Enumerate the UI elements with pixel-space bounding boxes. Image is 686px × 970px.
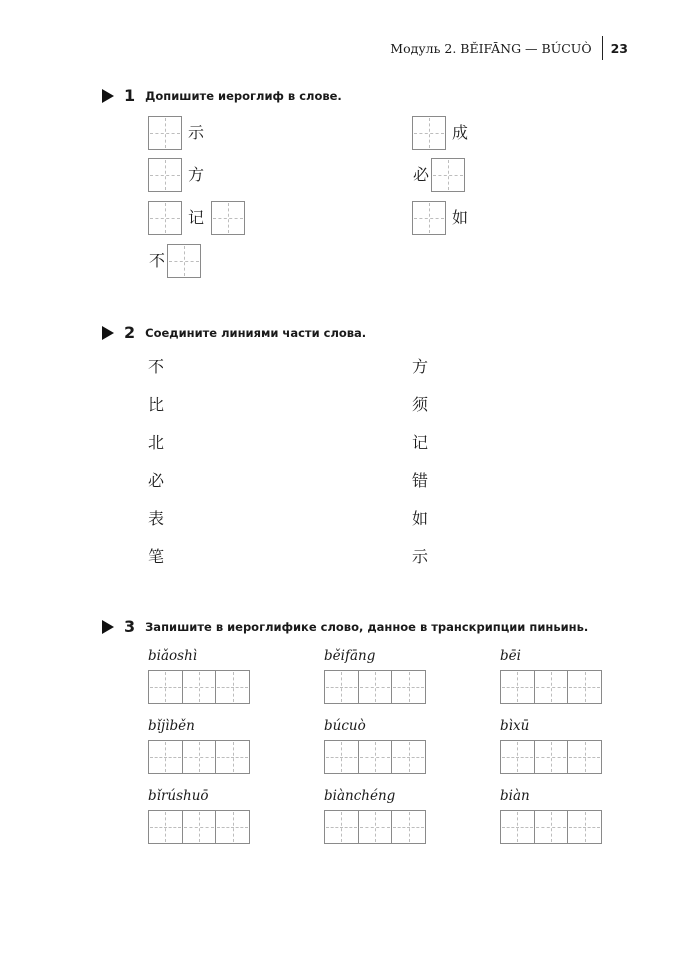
exercise-3-heading: [102, 617, 588, 636]
left-part[interactable]: 比: [148, 395, 165, 414]
exercise-1-heading: [102, 86, 342, 105]
exercise-title: Запишите в иероглифике слово, данное в транскрипции пиньинь.: [145, 619, 589, 634]
writing-grid[interactable]: [500, 810, 602, 844]
hanzi: 不: [149, 251, 166, 270]
right-part[interactable]: 错: [412, 471, 429, 490]
writing-grid[interactable]: [324, 740, 426, 774]
left-part[interactable]: 笔: [148, 547, 165, 566]
play-arrow-icon: [102, 89, 114, 103]
pinyin-word: biàn: [500, 788, 530, 804]
right-part[interactable]: 须: [412, 395, 429, 414]
pinyin-word: bìxū: [500, 718, 530, 734]
pinyin-word: bǐjìběn: [148, 718, 195, 734]
writing-grid[interactable]: [324, 810, 426, 844]
exercise-title: Соедините линиями части слова.: [145, 325, 367, 340]
hanzi: 方: [188, 165, 205, 184]
running-header: [390, 36, 628, 60]
right-part[interactable]: 方: [412, 357, 429, 376]
answer-cell[interactable]: [148, 116, 182, 150]
writing-grid[interactable]: [324, 670, 426, 704]
left-part[interactable]: 不: [148, 357, 165, 376]
pinyin-word: bǐrúshuō: [148, 788, 209, 804]
pinyin-word: biǎoshì: [148, 648, 198, 664]
pinyin-word: běifāng: [324, 648, 376, 664]
pinyin-word: bēi: [500, 648, 521, 664]
hanzi: 示: [188, 123, 205, 142]
writing-grid[interactable]: [148, 810, 250, 844]
left-part[interactable]: 必: [148, 471, 165, 490]
exercise-number: 3: [124, 617, 136, 636]
pinyin-word: búcuò: [324, 718, 366, 734]
right-part[interactable]: 记: [412, 433, 429, 452]
hanzi: 记: [188, 208, 205, 227]
left-part[interactable]: 北: [148, 433, 165, 452]
left-part[interactable]: 表: [148, 509, 165, 528]
answer-cell[interactable]: [167, 244, 201, 278]
writing-grid[interactable]: [500, 670, 602, 704]
exercise-number: 1: [124, 86, 136, 105]
header-divider: [602, 36, 603, 60]
answer-cell[interactable]: [211, 201, 245, 235]
page-number: 23: [610, 40, 628, 56]
writing-grid[interactable]: [148, 670, 250, 704]
play-arrow-icon: [102, 326, 114, 340]
running-title: Модуль 2. BĚIFĀNG — BÚCUÒ: [390, 40, 592, 56]
exercise-2-heading: [102, 323, 366, 342]
hanzi: 成: [452, 123, 469, 142]
hanzi: 必: [413, 165, 430, 184]
exercise-title: Допишите иероглиф в слове.: [145, 88, 342, 103]
pinyin-word: biànchéng: [324, 788, 396, 804]
writing-grid[interactable]: [148, 740, 250, 774]
writing-grid[interactable]: [500, 740, 602, 774]
answer-cell[interactable]: [148, 158, 182, 192]
play-arrow-icon: [102, 620, 114, 634]
answer-cell[interactable]: [412, 201, 446, 235]
exercise-number: 2: [124, 323, 136, 342]
right-part[interactable]: 示: [412, 547, 429, 566]
hanzi: 如: [452, 208, 469, 227]
answer-cell[interactable]: [412, 116, 446, 150]
right-part[interactable]: 如: [412, 509, 429, 528]
answer-cell[interactable]: [148, 201, 182, 235]
answer-cell[interactable]: [431, 158, 465, 192]
